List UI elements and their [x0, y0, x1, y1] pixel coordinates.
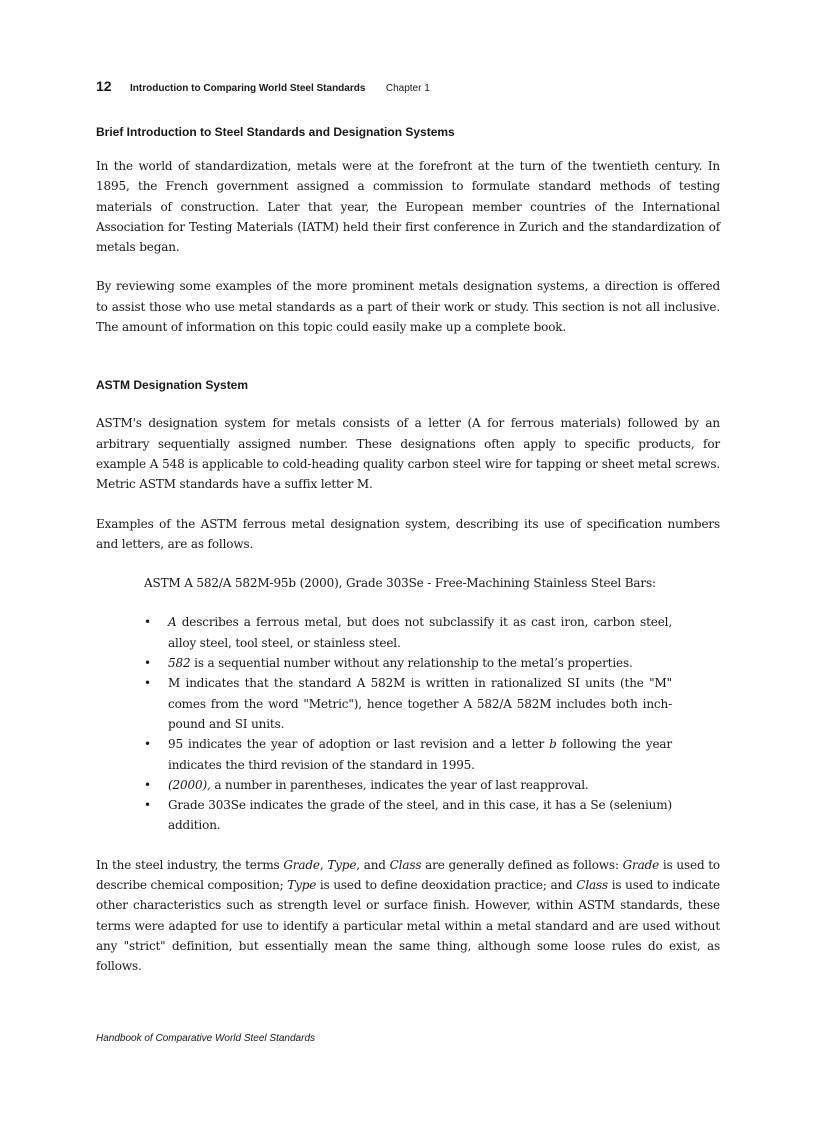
text-run: is used to define deoxidation practice; and: [316, 878, 577, 893]
term-grade: Grade: [622, 857, 660, 872]
paragraph-intro-1: In the world of standardization, metals were at the forefront at the turn of the twentieth century. In 1895, the French government assigned a commission to formulate standard methods of testing materials of construction. Later that year, the European member countries of the International Association for Testing Materials (IATM) held their first conference in Zurich and the standardization of metals began.: [96, 159, 720, 255]
bullet-icon: •: [144, 615, 151, 630]
term-b: b: [549, 737, 557, 752]
running-header: [96, 78, 720, 96]
chapter-label: Chapter 1: [385, 83, 430, 94]
text-run: ,: [319, 857, 328, 872]
term-class: Class: [576, 878, 609, 893]
bullet-item-grade: [144, 795, 672, 836]
text-run: In the steel industry, the terms: [96, 857, 284, 872]
bullet-text: 95 indicates the year of adoption or last revision and a letter: [168, 737, 550, 752]
term-grade: Grade: [283, 857, 320, 872]
bullet-text: following the year indicates the third revision of the standard in 1995.: [168, 737, 672, 772]
example-title: ASTM A 582/A 582M-95b (2000), Grade 303Se - Free-Machining Stainless Steel Bars:: [144, 576, 656, 591]
section-heading-intro: Brief Introduction to Steel Standards and Designation Systems: [96, 125, 455, 139]
bullet-text: Grade 303Se indicates the grade of the steel, and in this case, it has a Se (selenium) addition.: [168, 798, 672, 833]
section-heading-astm: ASTM Designation System: [96, 378, 249, 393]
page-body: [96, 124, 720, 977]
text-run: are generally defined as follows:: [421, 857, 623, 872]
paragraph-astm-1: ASTM's designation system for metals consists of a letter (A for ferrous materials) followed by an arbitrary sequentially assigned number. These designations often apply to specific products, for example A 548 is applicable to cold-heading quality carbon steel wire for tapping or sheet metal screws. Metric ASTM standards have a suffix letter M.: [96, 416, 720, 492]
term-582: 582: [168, 656, 191, 671]
text-run: is used to indicate other characteristics such as strength level or surface finish. However, within ASTM standards, these terms were adapted for use to identify a particular metal within a metal standard and are used without any "strict" definition, but essentially mean the same thing, although some loose rules do exist, as follows.: [96, 878, 720, 974]
bullet-item-sequential-number: [144, 653, 672, 673]
bullet-item-ferrous: [144, 612, 672, 653]
designation-example: [144, 573, 672, 836]
term-a: A: [168, 615, 177, 630]
term-class: Class: [389, 857, 422, 872]
bullet-item-revision-year: [144, 734, 672, 775]
bullet-text: a number in parentheses, indicates the year of last reapproval.: [210, 777, 589, 792]
bullet-icon: •: [144, 777, 151, 792]
term-2000: (2000),: [168, 777, 211, 792]
bullet-icon: •: [144, 676, 151, 691]
paragraph-astm-2: Examples of the ASTM ferrous metal designation system, describing its use of specification numbers and letters, are as follows.: [96, 516, 720, 551]
running-footer: Handbook of Comparative World Steel Standards: [96, 1033, 316, 1044]
page-number: 12: [96, 78, 112, 94]
bullet-icon: •: [144, 798, 151, 813]
designation-bullet-list: [144, 612, 672, 835]
paragraph-grade-type-class: [96, 855, 720, 977]
bullet-text: is a sequential number without any relationship to the metal’s properties.: [190, 656, 633, 671]
text-run: is used to describe chemical composition;: [96, 857, 721, 893]
text-run: , and: [356, 857, 390, 872]
bullet-icon: •: [144, 656, 151, 671]
term-type: Type: [287, 878, 317, 893]
bullet-text: describes a ferrous metal, but does not subclassify it as cast iron, carbon steel, alloy steel, tool steel, or stainless steel.: [168, 615, 672, 650]
bullet-item-reapproval: [144, 775, 672, 795]
term-type: Type: [327, 857, 357, 872]
paragraph-intro-2: By reviewing some examples of the more prominent metals designation systems, a direction is offered to assist those who use metal standards as a part of their work or study. This section is not all inclusive. The amount of information on this topic could easily make up a complete book.: [96, 279, 720, 335]
bullet-icon: •: [144, 737, 151, 752]
bullet-item-metric: [144, 673, 672, 734]
bullet-text: M indicates that the standard A 582M is written in rationalized SI units (the "M" comes from the word "Metric"), hence together A 582/A 582M includes both inch-pound and SI units.: [168, 676, 672, 731]
book-title: Introduction to Comparing World Steel Standards: [130, 83, 366, 94]
